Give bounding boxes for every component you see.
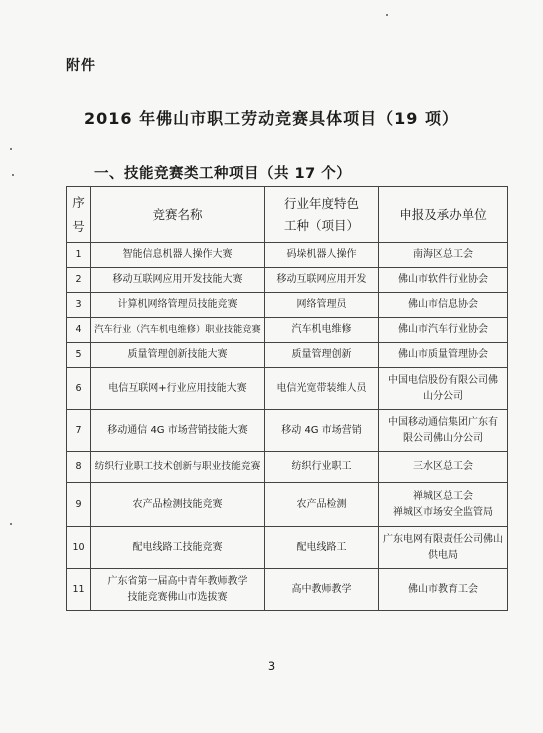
row-competition-name: 农产品检测技能竞赛 <box>91 483 265 527</box>
row-serial-number: 4 <box>67 318 91 343</box>
attachment-label: 附件 <box>66 58 96 74</box>
row-industry-type: 质量管理创新 <box>265 343 379 368</box>
row-serial-number: 1 <box>67 243 91 268</box>
table-row <box>67 452 508 483</box>
header-industry-type: 行业年度特色 工种（项目） <box>265 187 379 243</box>
table-header-row <box>67 187 508 243</box>
row-serial-number: 10 <box>67 527 91 569</box>
table-row <box>67 483 508 527</box>
row-competition-name: 广东省第一届高中青年教师教学 技能竞赛佛山市选拔赛 <box>91 569 265 611</box>
row-organizer: 南海区总工会 <box>379 243 508 268</box>
table-row <box>67 293 508 318</box>
table-row <box>67 410 508 452</box>
scan-speck <box>10 523 12 525</box>
row-competition-name: 配电线路工技能竞赛 <box>91 527 265 569</box>
row-serial-number: 6 <box>67 368 91 410</box>
section-heading: 一、技能竞赛类工种项目（共 17 个） <box>94 166 352 182</box>
row-industry-type: 码垛机器人操作 <box>265 243 379 268</box>
row-industry-type: 纺织行业职工 <box>265 452 379 483</box>
row-organizer: 佛山市质量管理协会 <box>379 343 508 368</box>
row-organizer: 佛山市信息协会 <box>379 293 508 318</box>
row-organizer: 三水区总工会 <box>379 452 508 483</box>
row-industry-type: 移动互联网应用开发 <box>265 268 379 293</box>
row-industry-type: 电信光宽带装维人员 <box>265 368 379 410</box>
row-competition-name: 移动互联网应用开发技能大赛 <box>91 268 265 293</box>
row-industry-type: 网络管理员 <box>265 293 379 318</box>
table-row <box>67 569 508 611</box>
row-serial-number: 3 <box>67 293 91 318</box>
row-organizer: 佛山市教育工会 <box>379 569 508 611</box>
page-number: 3 <box>267 659 276 673</box>
header-competition-name: 竞赛名称 <box>91 187 265 243</box>
row-serial-number: 7 <box>67 410 91 452</box>
table-row <box>67 527 508 569</box>
row-industry-type: 移动 4G 市场营销 <box>265 410 379 452</box>
row-organizer: 中国电信股份有限公司佛 山分公司 <box>379 368 508 410</box>
table-row <box>67 343 508 368</box>
row-competition-name: 移动通信 4G 市场营销技能大赛 <box>91 410 265 452</box>
row-serial-number: 2 <box>67 268 91 293</box>
row-serial-number: 9 <box>67 483 91 527</box>
row-industry-type: 配电线路工 <box>265 527 379 569</box>
row-competition-name: 电信互联网+行业应用技能大赛 <box>91 368 265 410</box>
row-organizer: 佛山市汽车行业协会 <box>379 318 508 343</box>
row-serial-number: 11 <box>67 569 91 611</box>
table-row <box>67 268 508 293</box>
document-title: 2016 年佛山市职工劳动竞赛具体项目（19 项） <box>84 109 459 128</box>
row-industry-type: 汽车机电维修 <box>265 318 379 343</box>
row-serial-number: 5 <box>67 343 91 368</box>
row-serial-number: 8 <box>67 452 91 483</box>
row-competition-name: 智能信息机器人操作大赛 <box>91 243 265 268</box>
row-industry-type: 高中教师教学 <box>265 569 379 611</box>
scan-speck <box>386 14 388 16</box>
header-serial-number: 序 号 <box>67 187 91 243</box>
row-organizer: 广东电网有限责任公司佛山 供电局 <box>379 527 508 569</box>
row-organizer: 禅城区总工会 禅城区市场安全监管局 <box>379 483 508 527</box>
row-organizer: 中国移动通信集团广东有 限公司佛山分公司 <box>379 410 508 452</box>
row-competition-name: 汽车行业（汽车机电维修）职业技能竞赛 <box>91 318 265 343</box>
table-row <box>67 243 508 268</box>
table-row <box>67 368 508 410</box>
row-competition-name: 纺织行业职工技术创新与职业技能竞赛 <box>91 452 265 483</box>
competition-table <box>66 186 508 611</box>
row-organizer: 佛山市软件行业协会 <box>379 268 508 293</box>
row-industry-type: 农产品检测 <box>265 483 379 527</box>
scan-speck <box>12 174 14 176</box>
table-row <box>67 318 508 343</box>
row-competition-name: 质量管理创新技能大赛 <box>91 343 265 368</box>
row-competition-name: 计算机网络管理员技能竞赛 <box>91 293 265 318</box>
header-organizer: 申报及承办单位 <box>379 187 508 243</box>
scan-speck <box>10 148 12 150</box>
